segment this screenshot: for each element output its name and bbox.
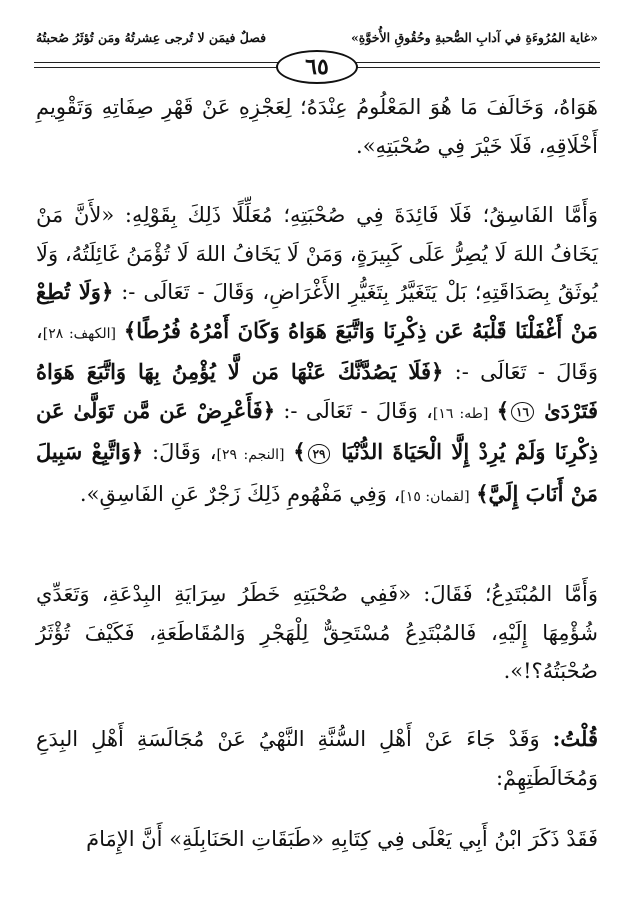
verse-2-join: ، وَقَالَ - تَعَالَى -: <box>283 398 433 423</box>
ayah-number-2: ١٦ <box>511 402 534 422</box>
quran-close-brace: ﴾ <box>496 397 509 423</box>
quran-open-brace: ﴿ <box>100 279 114 304</box>
quran-verse-1: وَلَا تُطِعْ مَنْ أَغْفَلْنَا قَلْبَهُ عَن ذِكْرِنَا وَاتَّبَعَ هَوَاهُ وَكَانَ أَمْرُهُ فُرُطًا <box>36 279 598 343</box>
page-number-oval <box>276 50 358 84</box>
paragraph-2 <box>36 196 598 516</box>
paragraph-3-text: وَأَمَّا المُبْتَدِعُ؛ فَقَالَ: «فَفِي صُحْبَتِهِ خَطَرُ سِرَايَةِ البِدْعَةِ، وَتَعَدِّي شُؤْمِهَا إِلَيْهِ، فَالمُبْتَدِعُ مُسْتَحِقٌّ لِلْهَجْرِ وَالمُقَاطَعَةِ، فَكَيْفَ تُؤْثَرُ صُحْبَتُهُ؟!». <box>36 582 598 683</box>
paragraph-4-body: وَقَدْ جَاءَ عَنْ أَهْلِ السُّنَّةِ النَّهْيُ عَنْ مُجَالَسَةِ أَهْلِ البِدَعِ وَمُخَالَطَتِهِمْ: <box>36 727 598 790</box>
verse-3-join: ، وَقَالَ: <box>152 440 217 464</box>
verse-1-join: ، وَقَالَ - تَعَالَى -: <box>36 318 598 384</box>
paragraph-1 <box>36 88 598 165</box>
quran-close-brace: ﴾ <box>476 480 489 506</box>
paragraph-3 <box>36 575 598 691</box>
page-header <box>34 22 600 82</box>
paragraph-5-text: فَقَدْ ذَكَرَ ابْنُ أَبِي يَعْلَى فِي كِتَابِهِ «طَبَقَاتِ الحَنَابِلَةِ» أَنَّ الإِمَامَ <box>86 827 598 851</box>
page-number: ٦٥ <box>305 54 329 80</box>
quran-open-brace: ﴿ <box>130 439 144 464</box>
quran-open-brace: ﴿ <box>431 359 444 384</box>
quran-close-brace: ﴾ <box>293 439 306 464</box>
verse-4-reference: [لقمان: ١٥] <box>400 488 470 505</box>
quran-verse-2: فَلَا يَصُدَّنَّكَ عَنْهَا مَن لَّا يُؤْمِنُ بِهَا وَاتَّبَعَ هَوَاهُ فَتَرْدَىٰ <box>36 359 598 423</box>
paragraph-2-intro: وَأَمَّا الفَاسِقُ؛ فَلَا فَائِدَةَ فِي صُحْبَتِهِ؛ مُعَلِّلًا ذَلِكَ بِقَوْلِهِ: «لأَنَّ مَنْ يَخَافُ اللهَ لَا يُصِرُّ عَلَى كَبِيرَةٍ، وَمَنْ لَا يَخَافُ اللهَ لَا تُؤْمَنُ غَائِلَتُهُ، وَلَا يُوثَقُ بِصَدَاقَتِهِ؛ بَلْ يَتَغَيَّرُ بِتَغَيُّرِ الأَغْرَاضِ، وَقَالَ - تَعَالَى -: <box>36 203 598 304</box>
verse-2-reference: [طه: ١٦] <box>432 405 489 422</box>
verse-1-reference: [الكهف: ٢٨] <box>42 325 116 342</box>
ayah-number-3: ٢٩ <box>308 444 331 464</box>
verse-3-reference: [النجم: ٢٩] <box>216 447 285 463</box>
paragraph-4 <box>36 720 598 797</box>
running-title-book: «غاية المُرُوءَةِ في آدابِ الصُّحبةِ وحُقُوقِ الأُخوَّةِ» <box>350 30 598 45</box>
quran-close-brace: ﴾ <box>123 317 137 343</box>
paragraph-4-text <box>36 720 598 797</box>
paragraph-1-text: هَوَاهُ، وَخَالَفَ مَا هُوَ المَعْلُومُ عِنْدَهُ؛ لِعَجْزِهِ عَنْ قَهْرِ صِفَاتِهِ وَتَقْوِيمِ أَخْلَاقِهِ، فَلَا خَيْرَ فِي صُحْبَتِهِ». <box>36 95 598 158</box>
paragraph-4-lead: قُلْتُ: <box>552 726 598 751</box>
paragraph-2-tail: ، وَفِي مَفْهُومِ ذَلِكَ زَجْرٌ عَنِ الفَاسِقِ». <box>79 481 401 506</box>
running-title-chapter: فصلٌ فيمَن لا تُرجى عِشرتُهُ ومَن تُؤثَرُ صُحبتُهُ <box>36 30 267 45</box>
quran-verse-3: فَأَعْرِضْ عَن مَّن تَوَلَّىٰ عَن ذِكْرِنَا وَلَمْ يُرِدْ إِلَّا الْحَيَاةَ الدُّنْيَا <box>36 397 598 464</box>
quran-open-brace: ﴿ <box>262 397 276 423</box>
paragraph-2-text <box>36 196 598 516</box>
quran-verse-4: وَاتَّبِعْ سَبِيلَ مَنْ أَنَابَ إِلَيَّ <box>36 439 598 506</box>
paragraph-5 <box>36 820 598 859</box>
